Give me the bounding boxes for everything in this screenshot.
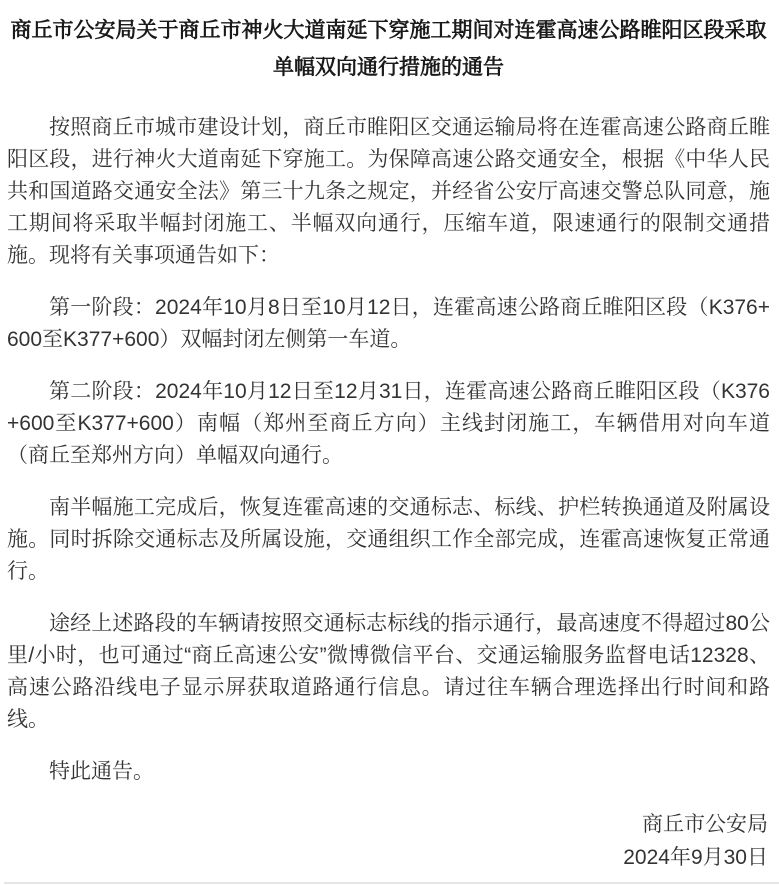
signature-organization: 商丘市公安局: [642, 813, 768, 836]
notice-paragraph-phase-2: 第二阶段：2024年10月12日至12月31日，连霍高速公路商丘睢阳区段（K376+600至K377+600）南幅（郑州至商丘方向）主线封闭施工，车辆借用对向车道（商丘至郑州方向）单幅双向通行。: [7, 380, 770, 467]
notice-paragraph-restoration: 南半幅施工完成后，恢复连霍高速的交通标志、标线、护栏转换通道及附属设施。同时拆除交通标志及所属设施，交通组织工作全部完成，连霍高速恢复正常通行。: [7, 496, 770, 583]
signature-date: 2024年9月30日: [623, 846, 768, 869]
notice-paragraph-phase-1: 第一阶段：2024年10月8日至10月12日，连霍高速公路商丘睢阳区段（K376+600至K377+600）双幅封闭左侧第一车道。: [7, 296, 770, 351]
notice-paragraph-driver-guidance: 途经上述路段的车辆请按照交通标志标线的指示通行，最高速度不得超过80公里/小时，也可通过“商丘高速公安”微博微信平台、交通运输服务监督电话12328、高速公路沿线电子显示屏获取道路通行信息。请过往车辆合理选择出行时间和路线。: [7, 612, 770, 731]
notice-title: 商丘市公安局关于商丘市神火大道南延下穿施工期间对连霍高速公路睢阳区段采取单幅双向通行措施的通告: [10, 19, 767, 79]
signature-block: [7, 808, 770, 874]
bottom-divider: [4, 882, 779, 884]
notice-paragraph-closing: 特此通告。: [49, 760, 154, 783]
notice-paragraph-intro: 按照商丘市城市建设计划，商丘市睢阳区交通运输局将在连霍高速公路商丘睢阳区段，进行神火大道南延下穿施工。为保障高速公路交通安全，根据《中华人民共和国道路交通安全法》第三十九条之规定，并经省公安厅高速交警总队同意，施工期间将采取半幅封闭施工、半幅双向通行，压缩车道，限速通行的限制交通措施。现将有关事项通告如下：: [7, 116, 770, 267]
